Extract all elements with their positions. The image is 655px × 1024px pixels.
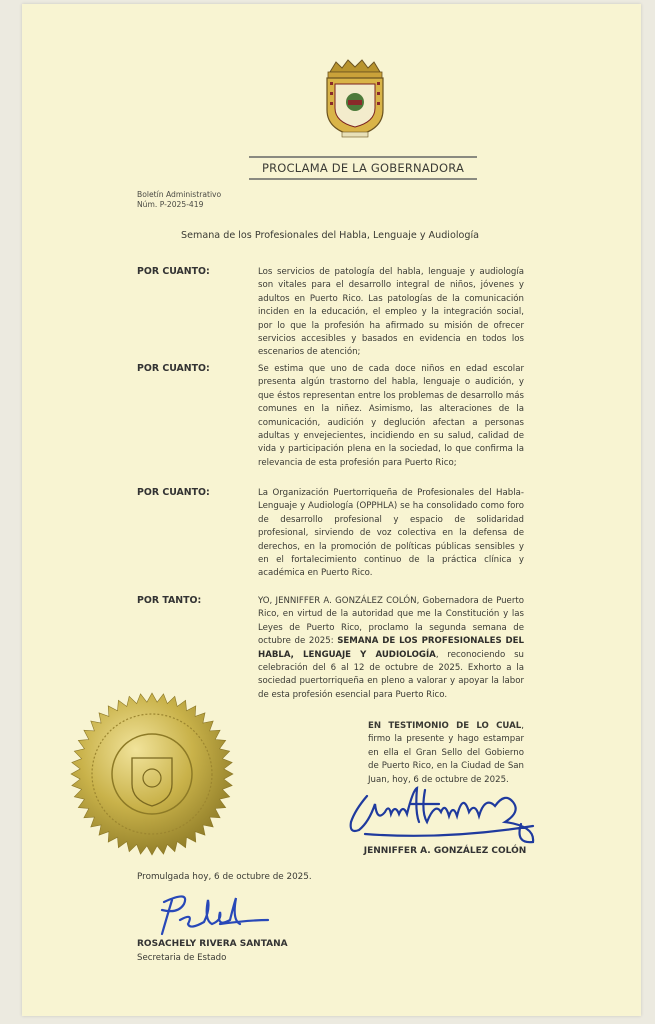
- governor-name: JENNIFFER A. GONZÁLEZ COLÓN: [363, 846, 527, 856]
- bulletin-label: Boletín Administrativo: [137, 190, 222, 199]
- coat-of-arms-icon: [322, 58, 388, 140]
- bulletin-number: Núm. P-2025-419: [137, 200, 204, 209]
- resolution-bold-text: SEMANA DE LOS PROFESIONALES DEL HABLA, LENGUAJE Y AUDIOLOGÍA: [258, 636, 524, 660]
- secretary-name: ROSACHELY RIVERA SANTANA: [137, 939, 288, 949]
- testimony-lead: EN TESTIMONIO DE LO CUAL: [368, 721, 522, 731]
- testimony-body: , firmo la presente y hago estampar en ella el Gran Sello del Gobierno de Puerto Rico, en la Ciudad de San Juan, hoy, 6 de octubre de 2025.: [368, 721, 524, 785]
- section-text: La Organización Puertorriqueña de Profesionales del Habla-Lenguaje y Audiología (OPPHLA) se ha consolidado como foro de desarrollo profesional y espacio de solidaridad profesional, sirviendo de voz colectiva en la defensa de derechos, en la promoción de políticas públicas sensibles y en el fortalecimiento continuo de la práctica clínica y académica en Puerto Rico.: [258, 488, 524, 579]
- promulgation-date: Promulgada hoy, 6 de octubre de 2025.: [137, 872, 312, 882]
- resolution-text: YO, JENNIFFER A. GONZÁLEZ COLÓN, Gobernadora de Puerto Rico, en virtud de la autoridad que me la Constitución y las Leyes de Puerto Rico, proclamo la segunda semana de octubre de 2025:: [258, 596, 524, 647]
- section-text: Se estima que uno de cada doce niños en edad escolar presenta algún trastorno del habla, lenguaje o audición, y que éstos representan entre los problemas de desarrollo más comunes en la niñez. Asimismo, las alteraciones de la comunicación, audición y deglución afectan a personas adultas y envejecientes, incidiendo en su salud, calidad de vida y participación plena en la sociedad, lo que confirma la relevancia de esta profesión para Puerto Rico;: [258, 364, 524, 468]
- section-label: POR CUANTO:: [137, 363, 210, 374]
- section-text: Los servicios de patología del habla, lenguaje y audiología son vitales para el desarrollo integral de niños, jóvenes y adultos en Puerto Rico. Las patologías de la comunicación inciden en la educación, el empleo y la integración social, por lo que la profesión ha afirmado su misión de ofrecer servicios accesibles y basados en evidencia en todos los escenarios de atención;: [258, 267, 524, 358]
- governor-signature-icon: [345, 782, 545, 846]
- proclamation-subject: Semana de los Profesionales del Habla, Lenguaje y Audiología: [181, 230, 479, 241]
- secretary-signature-icon: [150, 890, 270, 940]
- testimony-text: [368, 720, 524, 787]
- resolution-text-end: , reconociendo su celebración del 6 al 12 de octubre de 2025. Exhorto a la sociedad puertorriqueña en pleno a valorar y apoyar la labor de esta profesión esencial para Puerto Rico.: [258, 649, 525, 700]
- section-label: POR CUANTO:: [137, 487, 210, 498]
- section-label: POR TANTO:: [137, 595, 202, 606]
- section-label: POR CUANTO:: [137, 266, 210, 277]
- gold-seal-icon: [70, 692, 234, 856]
- secretary-title: Secretaria de Estado: [137, 953, 227, 963]
- document-title: PROCLAMA DE LA GOBERNADORA: [249, 156, 477, 180]
- section-text: [258, 595, 524, 702]
